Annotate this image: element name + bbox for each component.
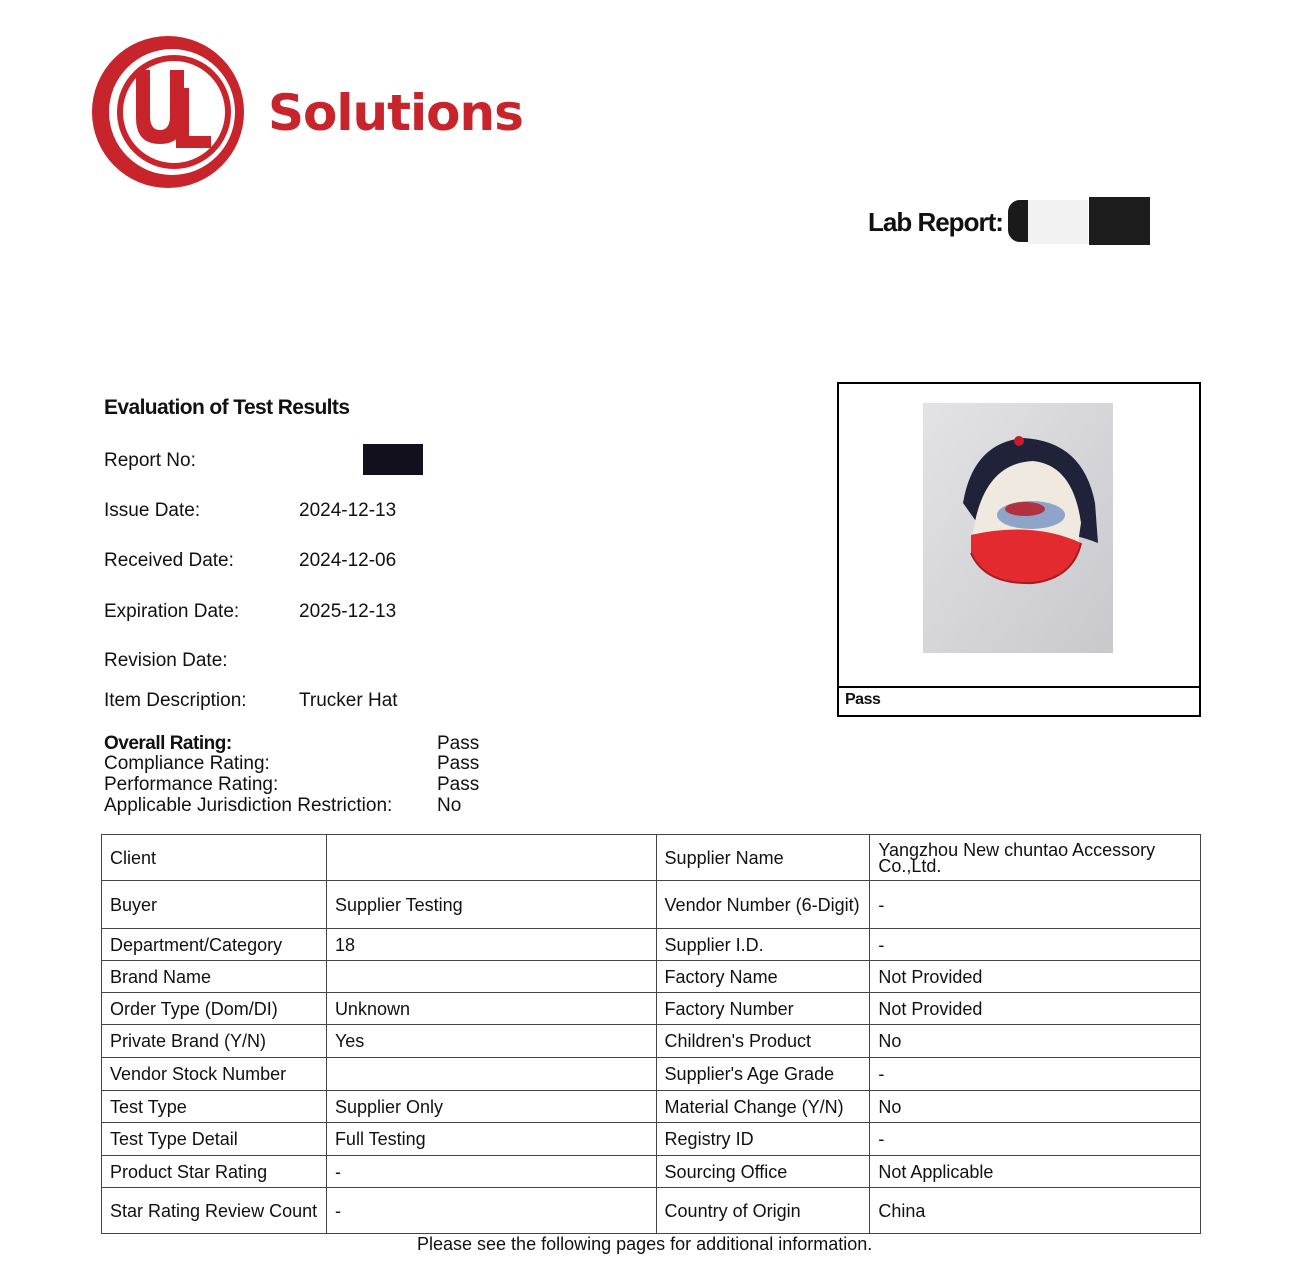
table-cell: Private Brand (Y/N) [102, 1025, 327, 1058]
table-cell: Test Type Detail [102, 1123, 327, 1156]
table-cell: Product Star Rating [102, 1156, 327, 1188]
lab-report-label: Lab Report: [868, 207, 1003, 237]
table-cell: China [870, 1188, 1201, 1234]
received-date-label: Received Date: [104, 550, 234, 571]
ul-logo-icon [88, 32, 253, 197]
table-row [102, 881, 1201, 929]
table-cell: Supplier's Age Grade [656, 1058, 870, 1091]
table-cell: - [870, 881, 1201, 929]
trucker-hat-photo [923, 403, 1113, 653]
table-cell: Vendor Stock Number [102, 1058, 327, 1091]
table-cell: Registry ID [656, 1123, 870, 1156]
table-cell [326, 835, 656, 881]
table-row [102, 1123, 1201, 1156]
table-cell: Factory Name [656, 961, 870, 993]
table-cell: Factory Number [656, 993, 870, 1025]
table-row [102, 1058, 1201, 1091]
table-row [102, 1025, 1201, 1058]
overall-rating-label: Overall Rating: [104, 733, 232, 754]
table-cell: Brand Name [102, 961, 327, 993]
compliance-rating-label: Compliance Rating: [104, 753, 270, 774]
redaction-block [1008, 200, 1028, 242]
table-cell: Unknown [326, 993, 656, 1025]
table-cell: Yangzhou New chuntao Accessory Co.,Ltd. [870, 835, 1201, 881]
table-cell: Department/Category [102, 929, 327, 961]
table-cell: Buyer [102, 881, 327, 929]
table-row [102, 835, 1201, 881]
table-cell: Not Provided [870, 993, 1201, 1025]
expiration-date-label: Expiration Date: [104, 601, 240, 622]
performance-rating-label: Performance Rating: [104, 774, 279, 795]
table-cell: Order Type (Dom/DI) [102, 993, 327, 1025]
table-cell: Supplier Testing [326, 881, 656, 929]
table-cell: Star Rating Review Count [102, 1188, 327, 1234]
table-cell: No [870, 1025, 1201, 1058]
table-cell: - [326, 1156, 656, 1188]
footer-note: Please see the following pages for additional information. [417, 1234, 873, 1254]
table-cell: Not Provided [870, 961, 1201, 993]
table-row [102, 993, 1201, 1025]
revision-date-label: Revision Date: [104, 650, 228, 671]
table-cell: Client [102, 835, 327, 881]
expiration-date-value: 2025-12-13 [299, 601, 397, 622]
table-cell: Vendor Number (6-Digit) [656, 881, 870, 929]
table-cell: Yes [326, 1025, 656, 1058]
redaction-block [1028, 200, 1088, 244]
photo-caption: Pass [845, 691, 881, 708]
table-cell: Material Change (Y/N) [656, 1091, 870, 1123]
report-info-table [101, 834, 1201, 1234]
item-description-label: Item Description: [104, 690, 247, 711]
table-cell: Not Applicable [870, 1156, 1201, 1188]
photo-caption-divider [839, 686, 1199, 688]
table-row [102, 961, 1201, 993]
table-cell: - [326, 1188, 656, 1234]
table-cell: Supplier Name [656, 835, 870, 881]
table-cell: Country of Origin [656, 1188, 870, 1234]
overall-rating-value: Pass [437, 733, 480, 754]
table-row [102, 1091, 1201, 1123]
table-cell: - [870, 1058, 1201, 1091]
report-no-label: Report No: [104, 450, 196, 471]
performance-rating-value: Pass [437, 774, 480, 795]
report-no-redaction [363, 444, 423, 475]
compliance-rating-value: Pass [437, 753, 480, 774]
table-row [102, 929, 1201, 961]
table-cell: No [870, 1091, 1201, 1123]
ul-solutions-logo [88, 32, 523, 196]
issue-date-label: Issue Date: [104, 500, 201, 521]
table-cell: Supplier Only [326, 1091, 656, 1123]
item-description-value: Trucker Hat [299, 690, 398, 711]
table-cell: Supplier I.D. [656, 929, 870, 961]
redaction-block [1089, 197, 1150, 245]
jurisdiction-restriction-value: No [437, 795, 462, 816]
table-row [102, 1188, 1201, 1234]
table-cell: 18 [326, 929, 656, 961]
table-cell [326, 961, 656, 993]
issue-date-value: 2024-12-13 [299, 500, 397, 521]
evaluation-title: Evaluation of Test Results [104, 396, 350, 419]
received-date-value: 2024-12-06 [299, 550, 397, 571]
brand-name: Solutions [268, 84, 523, 142]
table-cell: Sourcing Office [656, 1156, 870, 1188]
table-cell: Full Testing [326, 1123, 656, 1156]
table-cell: Test Type [102, 1091, 327, 1123]
table-cell [326, 1058, 656, 1091]
jurisdiction-restriction-label: Applicable Jurisdiction Restriction: [104, 795, 393, 816]
product-photo-box [837, 382, 1201, 717]
table-cell: - [870, 929, 1201, 961]
table-cell: - [870, 1123, 1201, 1156]
table-cell: Children's Product [656, 1025, 870, 1058]
table-row [102, 1156, 1201, 1188]
